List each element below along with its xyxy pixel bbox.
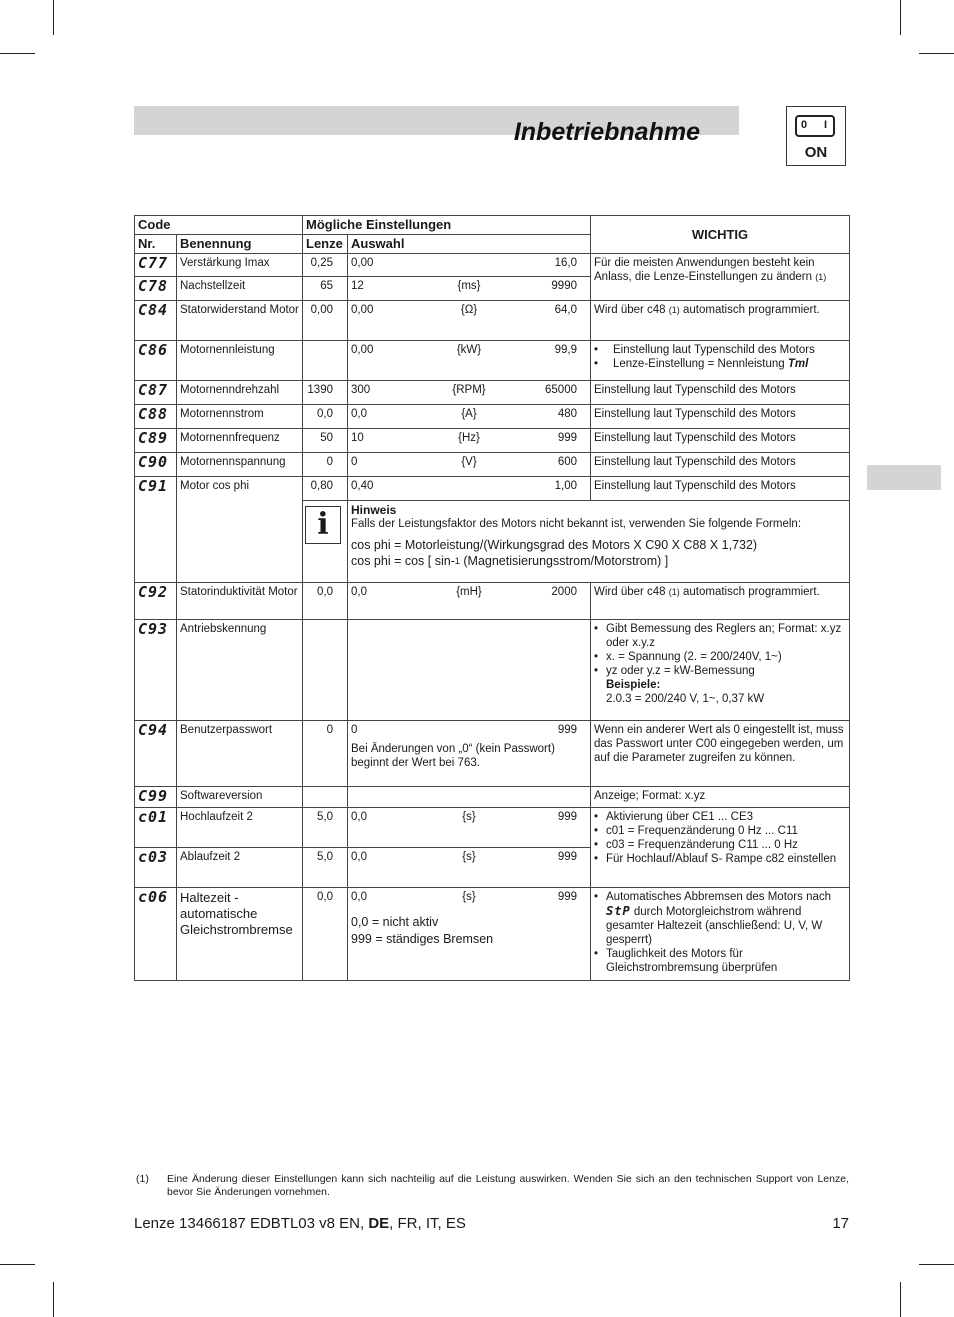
crop-mark	[919, 53, 954, 54]
header-auswahl: Auswahl	[348, 235, 591, 254]
switch-icon: 0 I	[795, 115, 835, 137]
table-row: C86 Motornennleistung 0,00 {kW} 99,9 • Einstellung laut Typenschild des Motors • Lenze-Einstellung = Nennleistung Tml	[135, 341, 850, 381]
on-label: ON	[804, 144, 828, 161]
table-row: C93 Antriebskennung • Gibt Bemessung des Reglers an; Format: x.yz oder x.y.z • x. = Spannung (2. = 200/240V, 1~) • yz oder y.z = kW-Bemessung Beispiele: 2.0.3 = 200/240 V, 1~, 0,37 kW	[135, 620, 850, 721]
table-row: C77 Verstärkung Imax 0,25 0,00 16,0 Für die meisten Anwendungen besteht kein Anlass, die Lenze-Einstellungen zu ändern $^{(1)}$	[135, 254, 850, 277]
parameter-table	[134, 215, 850, 981]
table-row: C94 Benutzerpasswort 0 0 999 Bei Änderungen von „0“ (kein Passwort) beginnt der Wert bei 763. Wenn ein anderer Wert als 0 eingestellt ist, muss das Passwort unter C00 eingegeben werden, um auf die Parameter zugreifen zu können.	[135, 721, 850, 787]
table-row: C88 Motornennstrom 0,0 0,0 {A} 480 Einstellung laut Typenschild des Motors	[135, 405, 850, 429]
table-row: C91 Motor cos phi 0,80 0,40 1,00 Einstellung laut Typenschild des Motors	[135, 477, 850, 501]
table-row: C90 Motornennspannung 0 0 {V} 600 Einstellung laut Typenschild des Motors	[135, 453, 850, 477]
table-row: c01 Hochlaufzeit 2 5,0 0,0 {s} 999 • Aktivierung über CE1 ... CE3 • c01 = Frequenzänderung 0 Hz ... C11 • c03 = Frequenzänderung C11 ... 0 Hz • Für Hochlauf/Ablauf S- Rampe c82 einstellen	[135, 808, 850, 848]
table-row: c03 Ablaufzeit 2 5,0 0,0 {s} 999	[135, 848, 850, 888]
header-benennung: Benennung	[177, 235, 303, 254]
hinweis-cell: Hinweis Falls der Leistungsfaktor des Motors nicht bekannt ist, verwenden Sie folgende Formeln: cos phi = Motorleistung/(Wirkungsgrad des Motors X C90 X C88 X 1,732) cos phi = cos [ sin-$^1$ (Magnetisierungsstrom/Motorstrom) ]	[348, 501, 850, 583]
header-settings: Mögliche Einstellungen	[303, 216, 591, 235]
crop-mark	[900, 0, 901, 35]
section-tab	[867, 465, 941, 490]
info-icon: i	[305, 506, 341, 544]
page-title: Inbetriebnahme	[513, 118, 700, 146]
header-code: Code	[135, 216, 303, 235]
page-number: 17	[832, 1215, 849, 1232]
page-footer: Lenze 13466187 EDBTL03 v8 EN, DE, FR, IT, ES 17	[134, 1215, 849, 1232]
table-row: C84 Statorwiderstand Motor 0,00 0,00 {Ω} 64,0 Wird über c48 $^{(1)}$ automatisch programmiert.	[135, 301, 850, 341]
table-row: C92 Statorinduktivität Motor 0,0 0,0 {mH} 2000 Wird über c48 $^{(1)}$ automatisch programmiert.	[135, 583, 850, 620]
crop-mark	[0, 53, 35, 54]
table-row: C87 Motornenndrehzahl 1390 300 {RPM} 65000 Einstellung laut Typenschild des Motors	[135, 381, 850, 405]
table-row: C99 Softwareversion Anzeige; Format: x.yz	[135, 787, 850, 808]
power-on-icon	[786, 106, 846, 166]
note-cell: Für die meisten Anwendungen besteht kein Anlass, die Lenze-Einstellungen zu ändern $^{(1)}$	[591, 254, 850, 301]
header-lenze: Lenze	[303, 235, 348, 254]
header-nr: Nr.	[135, 235, 177, 254]
crop-mark	[53, 1282, 54, 1317]
crop-mark	[53, 0, 54, 35]
crop-mark	[919, 1264, 954, 1265]
table-row: C78 Nachstellzeit 65 12 {ms} 9990	[135, 277, 850, 301]
footnote: (1) Eine Änderung dieser Einstellungen kann sich nachteilig auf die Leistung auswirken. Wenden Sie sich an den technischen Support von Lenze, bevor Sie Änderungen vornehmen.	[136, 1173, 849, 1198]
table-row: c06 Haltezeit - automatische Gleichstrombremse 0,0 0,0 {s} 999 0,0 = nicht aktiv 999 = ständiges Bremsen • Automatisches Abbremsen des Motors nach StP durch Motorgleichstrom während gesamter Haltezeit (anschließend: U, V, W gesperrt) • Tauglichkeit des Motors für Gleichstrombremsung überprüfen	[135, 888, 850, 981]
crop-mark	[0, 1264, 35, 1265]
table-row: C89 Motornennfrequenz 50 10 {Hz} 999 Einstellung laut Typenschild des Motors	[135, 429, 850, 453]
crop-mark	[900, 1282, 901, 1317]
header-wichtig: WICHTIG	[591, 216, 850, 254]
